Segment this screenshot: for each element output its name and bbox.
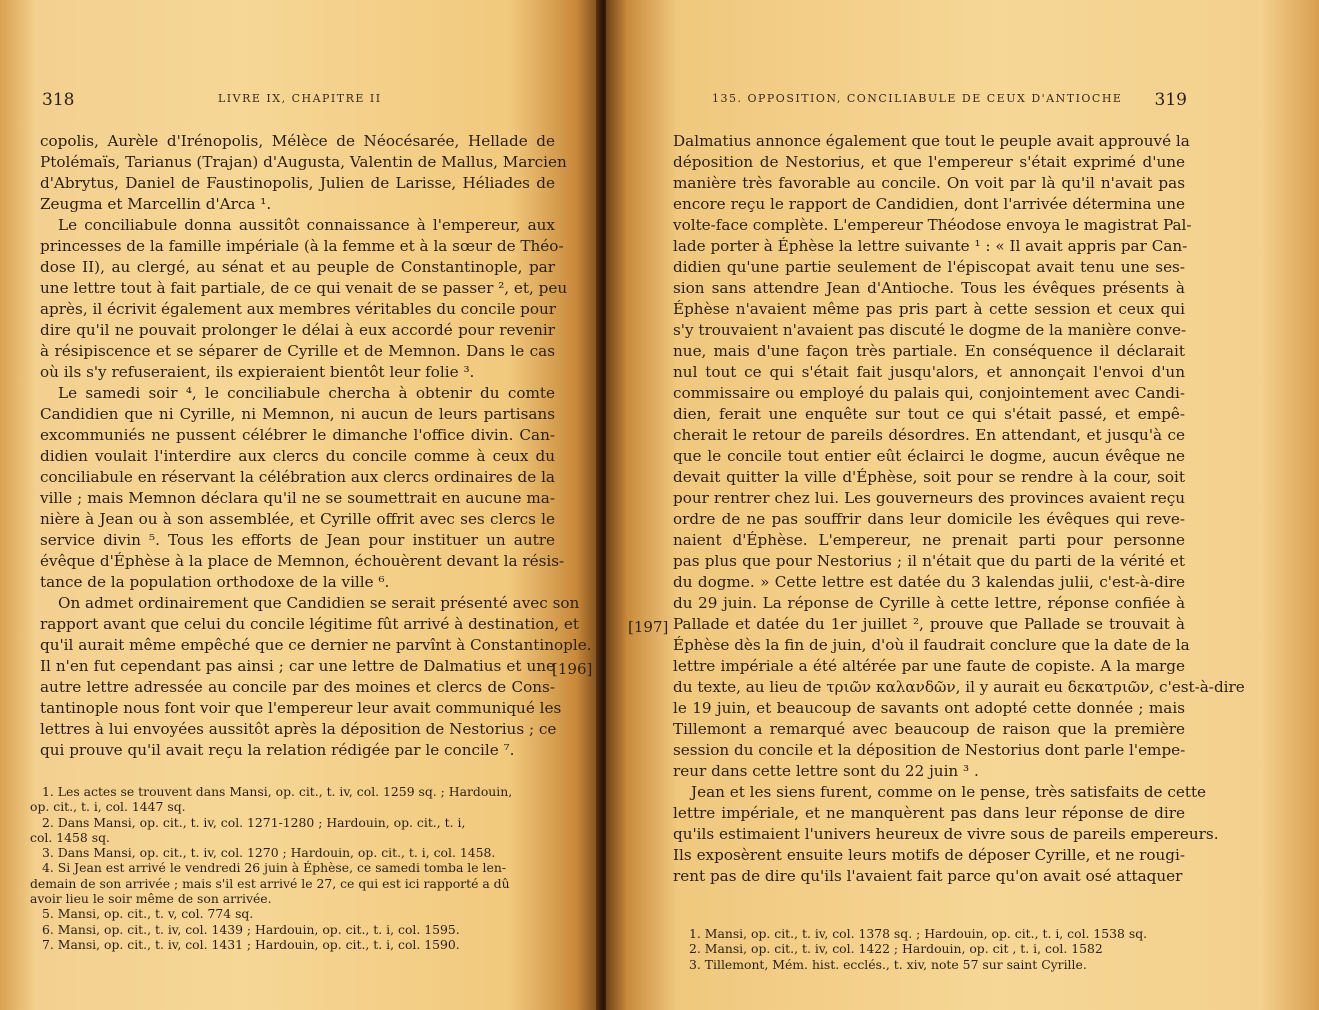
text-line: tance de la population orthodoxe de la ville ⁶.: [40, 573, 390, 591]
text-line: Tillemont a remarqué avec beaucoup de raison que la première: [673, 720, 1185, 738]
text-line: devait quitter la ville d'Éphèse, soit pour se rendre à la cour, soit: [673, 468, 1185, 486]
footnote-line: col. 1458 sq.: [30, 829, 110, 845]
text-line: naient d'Éphèse. L'empereur, ne prenait parti pour personne: [673, 531, 1185, 549]
text-line: nul tout ce qui s'était fait jusqu'alors, et annonçait l'envoi d'un: [673, 363, 1185, 381]
page-number: 318: [42, 90, 75, 110]
right-page: [606, 0, 1319, 1010]
running-head: 135. OPPOSITION, CONCILIABULE DE CEUX D'ANTIOCHE: [712, 92, 1123, 105]
text-line: lettre impériale a été altérée par une faute de copiste. A la marge: [673, 657, 1185, 675]
text-line: le 19 juin, et beaucoup de savants ont adopté cette donnée ; mais: [673, 699, 1185, 717]
left-page: [0, 0, 600, 1010]
text-line: commissaire ou employé du palais qui, conjointement avec Candi-: [673, 384, 1185, 402]
text-line: lettres à lui envoyées aussitôt après la déposition de Nestorius ; ce: [40, 720, 557, 738]
text-line: Ils exposèrent ensuite leurs motifs de déposer Cyrille, et ne rougi-: [673, 846, 1185, 864]
text-line: dose II), au clergé, au sénat et au peuple de Constantinople, par: [40, 258, 555, 276]
footnotes: [30, 784, 550, 952]
text-line: nue, mais d'une façon très partiale. En conséquence il déclarait: [673, 342, 1185, 360]
running-head: LIVRE IX, CHAPITRE II: [218, 92, 382, 105]
text-line: dire qu'il ne pouvait prolonger le délai à eux accordé pour revenir: [40, 321, 555, 339]
footnote-line: 1. Mansi, op. cit., t. iv, col. 1378 sq. ; Hardouin, op. cit., t. i, col. 1538 sq.: [689, 926, 1148, 941]
text-line: du texte, au lieu de τριῶν καλανδῶν, il y aurait eu δεκατριῶν, c'est-à-dire: [673, 678, 1245, 696]
margin-page-marker: [197]: [628, 618, 669, 636]
text-line: Ptolémaïs, Tarianus (Trajan) d'Augusta, Valentin de Mallus, Marcien: [40, 153, 567, 171]
footnote-line: 3. Dans Mansi, op. cit., t. iv, col. 1270 ; Hardouin, op. cit., t. i, col. 1458.: [42, 845, 496, 861]
text-line: autre lettre adressée au concile par des moines et clercs de Cons-: [40, 678, 555, 696]
page-number: 319: [1154, 90, 1187, 110]
text-line: Éphèse n'avaient même pas pris part à cette session et ceux qui: [673, 300, 1185, 318]
text-line: Éphèse dès la fin de juin, d'où il faudrait conclure que la date de la: [673, 636, 1190, 654]
footnote-line: 5. Mansi, op. cit., t. v, col. 774 sq.: [42, 906, 254, 922]
text-line: qu'il aurait même empêché que ce dernier ne parvînt à Constantinople.: [40, 636, 592, 654]
text-line: ordre de ne pas souffrir dans leur domicile les évêques qui reve-: [673, 510, 1185, 528]
footnote-line: 4. Si Jean est arrivé le vendredi 26 juin à Éphèse, ce samedi tomba le len-: [42, 860, 507, 876]
body-text: [673, 131, 1245, 887]
text-line: Candidien que ni Cyrille, ni Memnon, ni aucun de leurs partisans: [40, 405, 555, 423]
text-line: service divin ⁵. Tous les efforts de Jean pour instituer un autre: [40, 531, 555, 549]
text-line: du 29 juin. La réponse de Cyrille à cette lettre, réponse confiée à: [673, 594, 1185, 612]
text-line: qui prouve qu'il avait reçu la relation rédigée par le concile ⁷.: [40, 741, 515, 759]
text-line: rapport avant que celui du concile légitime fût arrivé à destination, et: [40, 615, 580, 633]
text-line: du dogme. » Cette lettre est datée du 3 kalendas julii, c'est-à-dire: [673, 573, 1185, 591]
text-line: déposition de Nestorius, et que l'empereur s'était exprimé d'une: [673, 153, 1185, 171]
text-line: ville ; mais Memnon déclara qu'il ne se soumettrait en aucune ma-: [40, 489, 555, 507]
text-line: lettre impériale, et ne manquèrent pas dans leur réponse de dire: [673, 804, 1185, 822]
footnote-line: op. cit., t. i, col. 1447 sq.: [30, 799, 186, 815]
text-line: où ils s'y refuseraient, ils expieraient bientôt leur folie ³.: [40, 363, 475, 381]
text-line: Jean et les siens furent, comme on le pense, très satisfaits de cette: [691, 783, 1207, 801]
footnote-line: 2. Dans Mansi, op. cit., t. iv, col. 1271-1280 ; Hardouin, op. cit., t. i,: [42, 814, 466, 830]
text-line: rent pas de dire qu'ils l'avaient fait parce qu'on avait osé attaquer: [673, 867, 1183, 885]
text-line: d'Abrytus, Daniel de Faustinopolis, Julien de Larisse, Héliades de: [40, 174, 555, 192]
text-line: Dalmatius annonce également que tout le peuple avait approuvé la: [673, 132, 1190, 150]
text-line: nière à Jean ou à son assemblée, et Cyrille offrit avec ses clercs le: [40, 510, 555, 528]
text-line: session du concile et la déposition de Nestorius dont parle l'empe-: [673, 741, 1186, 759]
footnote-line: avoir lieu le soir même de son arrivée.: [30, 891, 272, 907]
text-line: Il n'en fut cependant pas ainsi ; car une lettre de Dalmatius et une: [40, 657, 555, 675]
text-line: à résipiscence et se séparer de Cyrille et de Memnon. Dans le cas: [40, 342, 555, 360]
text-line: volte-face complète. L'empereur Théodose envoya le magistrat Pal-: [673, 216, 1192, 234]
text-line: didien voulait l'interdire aux clercs du concile comme à ceux du: [40, 447, 555, 465]
footnote-line: 3. Tillemont, Mém. hist. ecclés., t. xiv, note 57 sur saint Cyrille.: [689, 956, 1087, 972]
text-line: s'y trouvaient n'avaient pas discuté le dogme de la manière conve-: [673, 321, 1187, 339]
footnote-line: 2. Mansi, op. cit., t. iv, col. 1422 ; Hardouin, op. cit , t. i, col. 1582: [689, 941, 1103, 957]
text-line: pour rentrer chez lui. Les gouverneurs des provinces avaient reçu: [673, 489, 1185, 507]
text-line: après, il écrivit également aux membres véritables du concile pour: [40, 300, 557, 318]
text-line: que le concile tout entier eût éclairci le dogme, aucun évêque ne: [673, 447, 1185, 465]
footnote-line: demain de son arrivée ; mais s'il est arrivé le 27, ce qui est ici rapporté a dû: [30, 875, 510, 891]
footnote-line: 7. Mansi, op. cit., t. iv, col. 1431 ; Hardouin, op. cit., t. i, col. 1590.: [42, 936, 460, 952]
text-line: manière très favorable au concile. On voit par là qu'il n'avait pas: [673, 174, 1185, 192]
text-line: encore reçu le rapport de Candidien, dont l'arrivée détermina une: [673, 195, 1185, 213]
text-line: évêque d'Éphèse à la place de Memnon, échouèrent devant la résis-: [40, 552, 565, 570]
text-line: tantinople nous font voir que l'empereur leur avait communiqué les: [40, 699, 562, 717]
text-line: Le samedi soir ⁴, le conciliabule chercha à obtenir du comte: [58, 384, 555, 402]
text-line: excommuniés ne pussent célébrer le dimanche l'office divin. Can-: [40, 426, 555, 444]
text-line: Le conciliabule donna aussitôt connaissance à l'empereur, aux: [58, 216, 555, 234]
text-line: conciliabule en réservant la célébration aux clercs ordinaires de la: [40, 468, 555, 486]
text-line: pas plus que pour Nestorius ; il n'était que du parti de la vérité et: [673, 552, 1185, 570]
footnotes: [689, 926, 1189, 972]
text-line: copolis, Aurèle d'Irénopolis, Mélèce de Néocésarée, Hellade de: [40, 132, 555, 150]
text-line: cherait le retour de pareils désordres. En attendant, et jusqu'à ce: [673, 426, 1185, 444]
text-line: lade porter à Éphèse la lettre suivante ¹ : « Il avait appris par Can-: [673, 237, 1188, 255]
text-line: princesses de la famille impériale (à la femme et à la sœur de Théo-: [40, 237, 564, 255]
footnote-line: 1. Les actes se trouvent dans Mansi, op. cit., t. iv, col. 1259 sq. ; Hardouin,: [42, 784, 513, 799]
text-line: qu'ils estimaient l'univers heureux de vivre sous de pareils empereurs.: [673, 825, 1219, 843]
text-line: une lettre tout à fait partiale, de ce qui venait de se passer ², et, peu: [40, 279, 568, 297]
text-line: dien, ferait une enquête sur tout ce qui s'était passé, et empê-: [673, 405, 1185, 423]
text-line: Pallade et datée du 1er juillet ², prouve que Pallade se trouvait à: [673, 615, 1185, 633]
footnote-line: 6. Mansi, op. cit., t. iv, col. 1439 ; Hardouin, op. cit., t. i, col. 1595.: [42, 921, 460, 937]
text-line: didien qu'une partie seulement de l'épiscopat avait tenu une ses-: [673, 258, 1185, 276]
text-line: On admet ordinairement que Candidien se serait présenté avec son: [58, 594, 580, 612]
text-line: Zeugma et Marcellin d'Arca ¹.: [40, 195, 272, 213]
text-line: sion sans attendre Jean d'Antioche. Tous les évêques présents à: [673, 279, 1185, 297]
margin-page-marker: [196]: [552, 660, 593, 678]
text-line: reur dans cette lettre sont du 22 juin ³ .: [673, 762, 979, 780]
